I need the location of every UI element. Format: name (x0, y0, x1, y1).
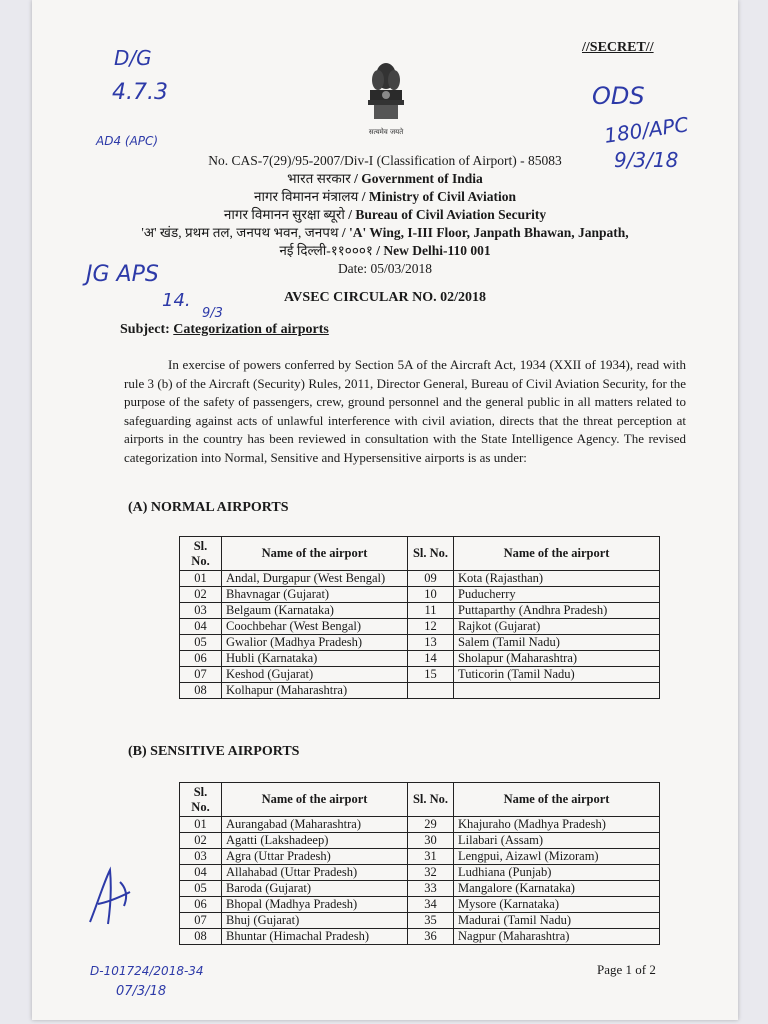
cell-airport-name: Bhuj (Gujarat) (222, 913, 408, 929)
cell-airport-name: Ludhiana (Punjab) (454, 865, 660, 881)
normal-airports-heading: (A) NORMAL AIRPORTS (128, 500, 289, 515)
subject-text: Categorization of airports (173, 322, 329, 337)
cell-airport-name: Gwalior (Madhya Pradesh) (222, 635, 408, 651)
cell-airport-name: Aurangabad (Maharashtra) (222, 817, 408, 833)
table-row (180, 667, 660, 683)
table-row (180, 897, 660, 913)
handwritten-note-93: 9/3 (202, 306, 223, 321)
col-sl: Sl. No. (408, 537, 454, 571)
cell-sl-no: 32 (408, 865, 454, 881)
cell-airport-name: Puducherry (454, 587, 660, 603)
cell-airport-name: Agatti (Lakshadeep) (222, 833, 408, 849)
cell-sl-no: 02 (180, 833, 222, 849)
secret-label: //SECRET// (582, 40, 654, 55)
address-line: 'अ' खंड, प्रथम तल, जनपथ भवन, जनपथ / 'A' Wing, I-III Floor, Janpath Bhawan, Janpath, (141, 225, 629, 240)
city-line: नई दिल्ली-११०००१ / New Delhi-110 001 (279, 243, 491, 258)
cell-sl-no: 02 (180, 587, 222, 603)
cell-sl-no: 03 (180, 849, 222, 865)
cell-airport-name: Khajuraho (Madhya Pradesh) (454, 817, 660, 833)
cell-sl-no: 34 (408, 897, 454, 913)
table-row (180, 587, 660, 603)
cell-airport-name: Bhopal (Madhya Pradesh) (222, 897, 408, 913)
cell-sl-no: 13 (408, 635, 454, 651)
cell-airport-name: Kota (Rajasthan) (454, 571, 660, 587)
cell-airport-name: Keshod (Gujarat) (222, 667, 408, 683)
cell-airport-name: Puttaparthy (Andhra Pradesh) (454, 603, 660, 619)
table-row (180, 651, 660, 667)
handwritten-note-dg: D/G (114, 46, 152, 70)
government-line: भारत सरकार / Government of India (287, 171, 483, 186)
cell-sl-no (408, 683, 454, 699)
cell-sl-no: 31 (408, 849, 454, 865)
table-row (180, 683, 660, 699)
cell-airport-name: Baroda (Gujarat) (222, 881, 408, 897)
subject-line (120, 322, 329, 338)
cell-sl-no: 06 (180, 897, 222, 913)
col-name: Name of the airport (222, 537, 408, 571)
cell-sl-no: 11 (408, 603, 454, 619)
table-row (180, 817, 660, 833)
cell-airport-name: Sholapur (Maharashtra) (454, 651, 660, 667)
table-row (180, 865, 660, 881)
sensitive-airports-heading: (B) SENSITIVE AIRPORTS (128, 744, 300, 759)
table-row (180, 833, 660, 849)
col-name: Name of the airport (222, 783, 408, 817)
handwritten-note-date: 9/3/18 (614, 148, 679, 172)
handwritten-note-apc: 180/APC (602, 112, 690, 148)
cell-airport-name: Madurai (Tamil Nadu) (454, 913, 660, 929)
cell-airport-name: Andal, Durgapur (West Bengal) (222, 571, 408, 587)
subject-label: Subject: (120, 322, 170, 337)
cell-sl-no: 04 (180, 619, 222, 635)
page-number: Page 1 of 2 (597, 962, 656, 977)
normal-airports-table (179, 536, 660, 699)
cell-sl-no: 07 (180, 913, 222, 929)
cell-airport-name: Tuticorin (Tamil Nadu) (454, 667, 660, 683)
cell-airport-name: Hubli (Karnataka) (222, 651, 408, 667)
sensitive-airports-table (179, 782, 660, 945)
cell-sl-no: 29 (408, 817, 454, 833)
handwritten-note-dak-date: 07/3/18 (116, 984, 167, 999)
cell-sl-no: 33 (408, 881, 454, 897)
table-row (180, 603, 660, 619)
cell-airport-name: Nagpur (Maharashtra) (454, 929, 660, 945)
cell-airport-name: Coochbehar (West Bengal) (222, 619, 408, 635)
cell-sl-no: 35 (408, 913, 454, 929)
cell-airport-name: Agra (Uttar Pradesh) (222, 849, 408, 865)
table-row (180, 881, 660, 897)
col-sl: Sl. No. (180, 783, 222, 817)
col-sl: Sl. No. (180, 537, 222, 571)
circular-title: AVSEC CIRCULAR NO. 02/2018 (284, 290, 486, 305)
ministry-line: नागर विमानन मंत्रालय / Ministry of Civil Aviation (253, 189, 517, 204)
cell-sl-no: 01 (180, 571, 222, 587)
signature-scribble-icon (80, 862, 140, 932)
table-row (180, 635, 660, 651)
cell-sl-no: 15 (408, 667, 454, 683)
cell-airport-name: Lengpui, Aizawl (Mizoram) (454, 849, 660, 865)
cell-sl-no: 05 (180, 635, 222, 651)
table-row (180, 849, 660, 865)
cell-airport-name: Allahabad (Uttar Pradesh) (222, 865, 408, 881)
handwritten-note-initial: 14. (162, 290, 191, 311)
handwritten-note-jg: JG APS (86, 262, 159, 287)
table-row (180, 619, 660, 635)
handwritten-note-ad4: AD4 (APC) (96, 134, 159, 148)
cell-sl-no: 09 (408, 571, 454, 587)
cell-sl-no: 06 (180, 651, 222, 667)
cell-sl-no: 08 (180, 929, 222, 945)
svg-text:सत्यमेव जयते: सत्यमेव जयते (368, 128, 404, 136)
cell-airport-name: Belgaum (Karnataka) (222, 603, 408, 619)
col-name: Name of the airport (454, 783, 660, 817)
cell-airport-name: Mysore (Karnataka) (454, 897, 660, 913)
cell-sl-no: 07 (180, 667, 222, 683)
table-row (180, 913, 660, 929)
cell-sl-no: 04 (180, 865, 222, 881)
reference-number: No. CAS-7(29)/95-2007/Div-I (Classification of Airport) - 85083 (208, 153, 562, 168)
cell-airport-name: Kolhapur (Maharashtra) (222, 683, 408, 699)
cell-sl-no: 03 (180, 603, 222, 619)
cell-sl-no: 01 (180, 817, 222, 833)
letter-date: Date: 05/03/2018 (337, 261, 433, 276)
cell-sl-no: 12 (408, 619, 454, 635)
cell-sl-no: 36 (408, 929, 454, 945)
cell-sl-no: 08 (180, 683, 222, 699)
col-sl: Sl. No. (408, 783, 454, 817)
document-page (32, 0, 738, 1020)
bureau-line: नागर विमानन सुरक्षा ब्यूरो / Bureau of Civil Aviation Security (223, 207, 547, 222)
cell-sl-no: 30 (408, 833, 454, 849)
letter-header (32, 152, 738, 278)
cell-sl-no: 05 (180, 881, 222, 897)
col-name: Name of the airport (454, 537, 660, 571)
cell-airport-name (454, 683, 660, 699)
handwritten-note-ods: ODS (592, 82, 645, 110)
cell-airport-name: Rajkot (Gujarat) (454, 619, 660, 635)
cell-airport-name: Bhuntar (Himachal Pradesh) (222, 929, 408, 945)
cell-sl-no: 10 (408, 587, 454, 603)
table-row (180, 929, 660, 945)
body-paragraph: In exercise of powers conferred by Section 5A of the Aircraft Act, 1934 (XXII of 1934), read with rule 3 (b) of the Aircraft (Security) Rules, 2011, Director General, Bureau of Civil Aviation Security, for the purpose of the safety of passengers, crew, ground personnel and the general public in all matters related to safeguarding against acts of unlawful interference with civil aviation, directs that the threat perception at airports in the country has been reviewed in consultation with the State Intelligence Agency. The revised categorization into Normal, Sensitive and Hypersensitive airports is as under: (124, 357, 686, 465)
table-row (180, 571, 660, 587)
handwritten-note-number: 4.7.3 (112, 80, 168, 105)
cell-airport-name: Lilabari (Assam) (454, 833, 660, 849)
cell-sl-no: 14 (408, 651, 454, 667)
state-emblem-icon (364, 58, 408, 144)
cell-airport-name: Bhavnagar (Gujarat) (222, 587, 408, 603)
cell-airport-name: Mangalore (Karnataka) (454, 881, 660, 897)
handwritten-note-dak: D-101724/2018-34 (90, 964, 204, 978)
cell-airport-name: Salem (Tamil Nadu) (454, 635, 660, 651)
